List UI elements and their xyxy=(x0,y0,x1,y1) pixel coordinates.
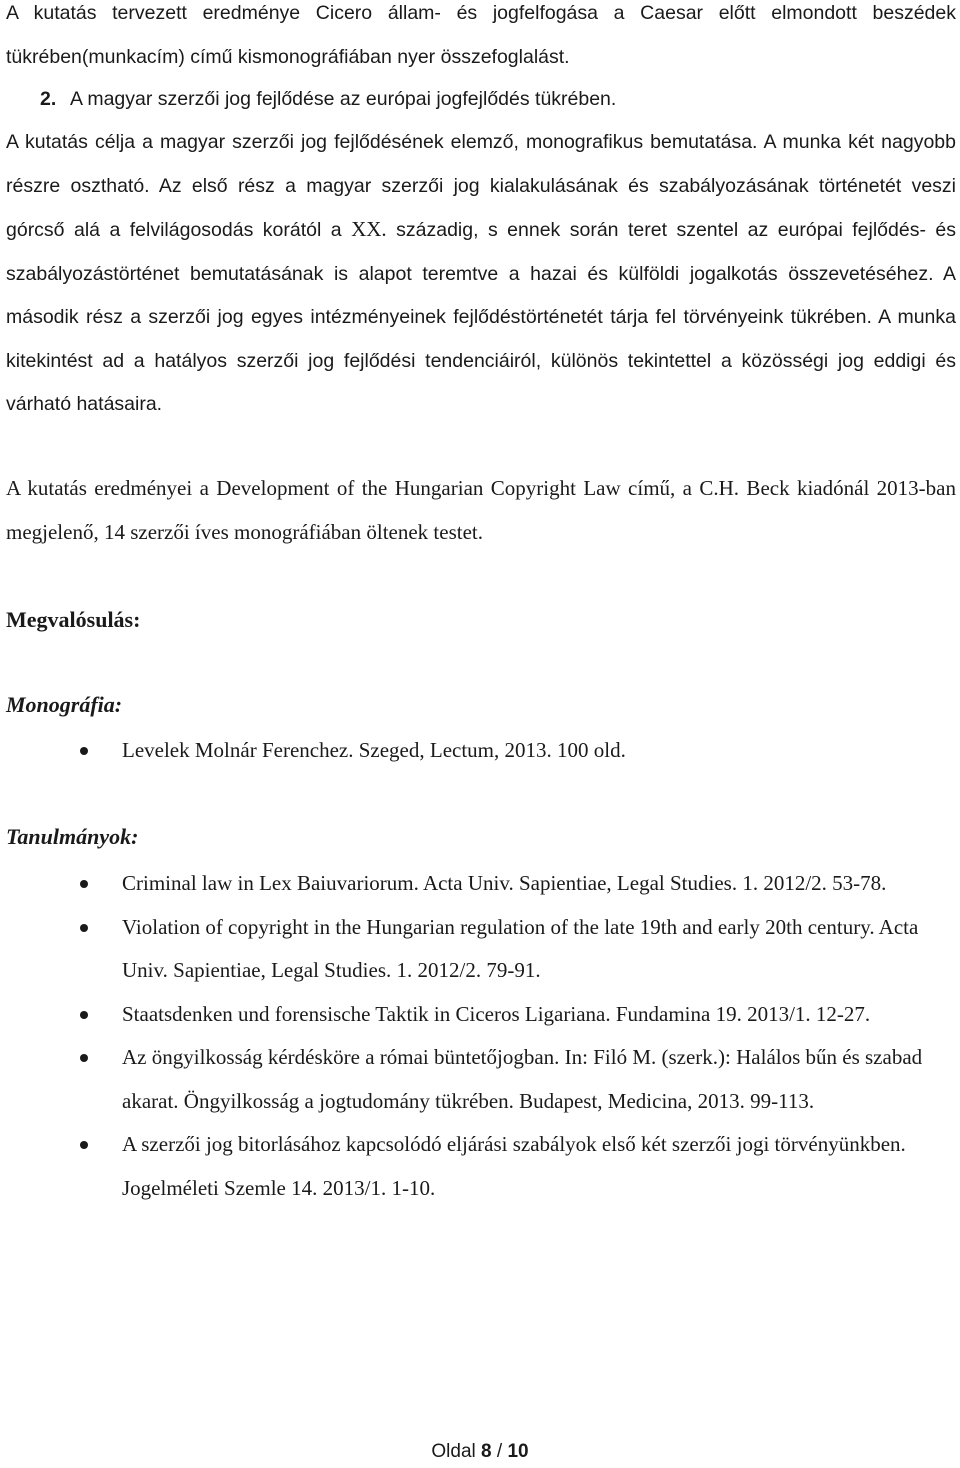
section-2-heading xyxy=(6,78,956,122)
studies-heading: Tanulmányok: xyxy=(6,824,139,849)
bullet-icon xyxy=(80,1011,88,1019)
list-item xyxy=(0,862,956,906)
intro-paragraph: A kutatás tervezett eredménye Cicero állam- és jogfelfogása a Caesar előtt elmondott beszédek tükrében(munkacím) című kismonográfiában nyer összefoglalást. xyxy=(6,2,956,68)
studies-list xyxy=(0,862,956,1210)
monograph-list xyxy=(0,729,956,773)
list-item-text: Levelek Molnár Ferenchez. Szeged, Lectum, 2013. 100 old. xyxy=(122,738,626,762)
section-2-text-part-2: századig, s ennek során teret szentel az európai fejlődés- és szabályozástörténet bemutatásának is alapot teremtve a hazai és külföldi jogalkotás összevetéséhez. A második rész a szerzői jog egyes intézményeinek fejlődéstörténetét tárja fel törvényeink tükrében. A munka kitekintést ad a hatályos szerzői jog fejlődési tendenciáiról, különös tekintettel a közösségi jog eddigi és várható hatásaira. xyxy=(6,219,956,415)
section-number: 2. xyxy=(40,88,57,110)
bullet-icon xyxy=(80,747,88,755)
realization-heading: Megvalósulás: xyxy=(6,607,141,632)
bullet-icon xyxy=(80,880,88,888)
list-item xyxy=(0,1036,956,1123)
list-item xyxy=(0,729,956,773)
section-2-text-part-1: A kutatás célja a magyar szerzői jog fejlődésének elemző, monografikus bemutatása. A munka két nagyobb részre osztható. Az első rész a magyar szerzői jog kialakulásának és szabályozásának történetét veszi górcső alá a felvilágosodás korától a xyxy=(6,131,956,241)
bullet-icon xyxy=(80,1141,88,1149)
list-item-text: Staatsdenken und forensische Taktik in Ciceros Ligariana. Fundamina 19. 2013/1. 12-27. xyxy=(122,1001,871,1026)
list-item-text: Criminal law in Lex Baiuvariorum. Acta Univ. Sapientiae, Legal Studies. 1. 2012/2. 53-78. xyxy=(122,871,887,895)
list-item-text: Violation of copyright in the Hungarian regulation of the late 19th and early 20th century. Acta Univ. Sapientiae, Legal Studies. 1. 2012/2. 79-91. xyxy=(122,914,919,982)
page-separator: / xyxy=(496,1441,503,1462)
current-page-number: 8 xyxy=(481,1441,492,1462)
bullet-icon xyxy=(80,1054,88,1062)
monograph-heading: Monográfia: xyxy=(6,692,123,717)
page-footer xyxy=(0,1440,960,1464)
total-page-count: 10 xyxy=(507,1441,529,1462)
section-2-paragraph xyxy=(6,121,956,427)
list-item xyxy=(0,1123,956,1210)
results-paragraph: A kutatás eredményei a Development of the Hungarian Copyright Law című, a C.H. Beck kiadónál 2013-ban megjelenő, 14 szerzői íves monográfiában öltenek testet. xyxy=(6,476,956,544)
list-item xyxy=(0,993,956,1037)
bullet-icon xyxy=(80,924,88,932)
section-2-text-serif: XX. xyxy=(351,217,387,241)
list-item-text: Az öngyilkosság kérdésköre a római büntetőjogban. In: Filó M. (szerk.): Halálos bűn és szabad akarat. Öngyilkosság a jogtudomány tükrében. Budapest, Medicina, 2013. 99-113. xyxy=(122,1045,923,1113)
section-title: A magyar szerzői jog fejlődése az európai jogfejlődés tükrében. xyxy=(70,88,617,110)
page-label: Oldal xyxy=(431,1441,476,1462)
list-item xyxy=(0,906,956,993)
list-item-text: A szerzői jog bitorlásához kapcsolódó eljárási szabályok első két szerzői jogi törvényünkben. Jogelméleti Szemle 14. 2013/1. 1-10. xyxy=(122,1132,906,1200)
